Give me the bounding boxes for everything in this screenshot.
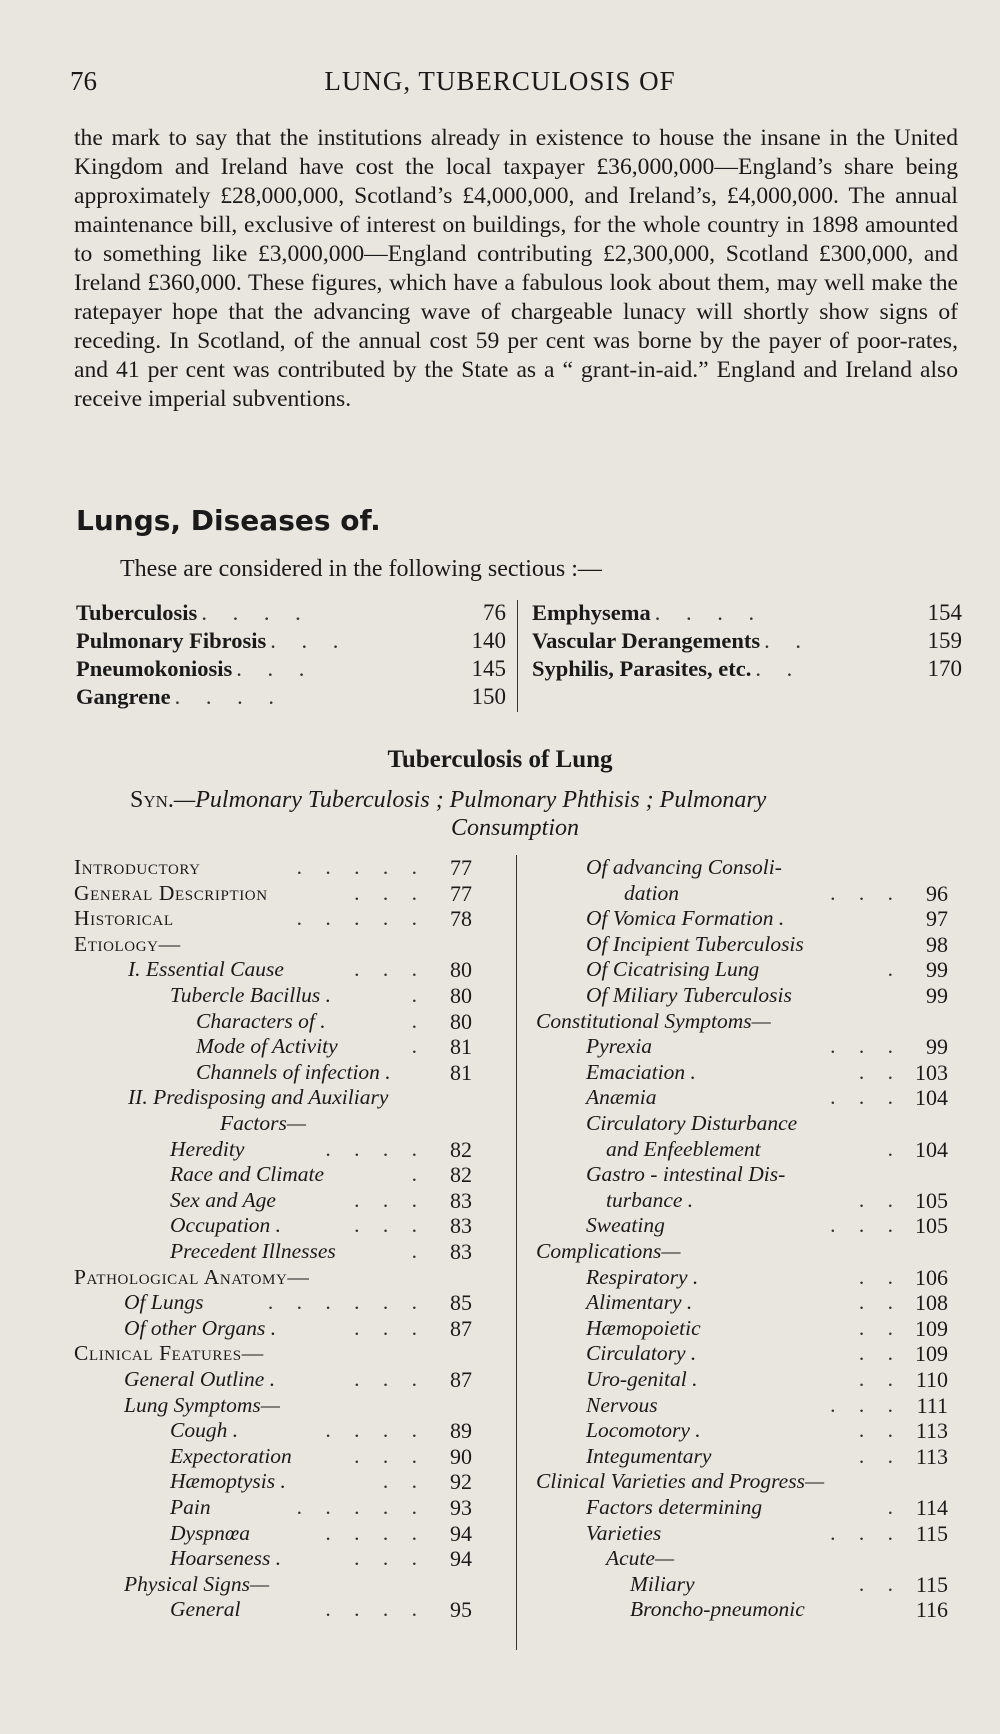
toc-entry	[74, 1111, 964, 1137]
toc-entry	[74, 983, 964, 1009]
toc-entry-label: Introductory	[74, 855, 201, 879]
toc-entry	[74, 957, 964, 983]
leader-dots: . . . .	[201, 600, 311, 625]
toc-entry-label: Historical	[74, 906, 174, 931]
toc-page-number: 115	[915, 1520, 948, 1546]
toc-page-number: 94	[450, 1546, 472, 1572]
section-name: Syphilis, Parasites, etc.	[532, 656, 752, 681]
toc-entry-label: Hoarseness .	[170, 1546, 282, 1571]
leader-dots: . . . . . .	[267, 1290, 426, 1315]
toc-entry-label: Of advancing Consoli-	[586, 855, 782, 879]
leader-dots: . . . .	[325, 1597, 426, 1622]
toc-entry	[74, 1572, 964, 1598]
toc-entry-label: Pain	[170, 1495, 211, 1519]
leader-dots: . .	[755, 656, 803, 681]
intro-paragraph: the mark to say that the institutions already in existence to house the insane in the United Kingdom and Ireland have cost the local taxpayer £36,000,000—England’s share being approximately £28,000,000, Scotland’s £4,000,000, and Ireland’s, £4,000,000. The annual maintenance bill, exclusive of interest on buildings, for the whole country in 1898 amounted to something like £3,000,000—England contributing £2,300,000, Scotland £300,000, and Ireland £360,000. These figures, which have a fabulous look about them, may well make the ratepayer hope that the advancing wave of chargeable lunacy will shortly show signs of receding. In Scotland, of the annual cost 59 per cent was borne by the payer of poor-rates, and 41 per cent was contributed by the State as a “ grant-in-aid.” England and Ireland also receive imperial subventions.	[74, 125, 958, 412]
leader-dots: .	[411, 1162, 426, 1187]
leader-dots: . . .	[354, 880, 426, 905]
leader-dots: . . .	[354, 1546, 426, 1571]
toc-entry-label: Alimentary .	[586, 1290, 693, 1315]
toc-page-number: 80	[450, 983, 472, 1008]
synonyms	[130, 786, 930, 842]
leader-dots: . . .	[354, 1315, 426, 1340]
leader-dots: . .	[858, 1187, 902, 1212]
leader-dots: . . .	[830, 880, 902, 905]
toc-entry-label: Of Vomica Formation .	[586, 906, 785, 931]
toc-entry-label: Respiratory .	[586, 1264, 699, 1289]
leader-dots: . .	[858, 1059, 902, 1084]
toc-entry-label: dation	[624, 880, 679, 905]
toc-entry	[74, 906, 964, 932]
toc-entry-label: Acute—	[606, 1546, 675, 1571]
toc-page-number: 111	[916, 1392, 948, 1418]
toc-page-number: 99	[926, 983, 948, 1008]
leader-dots: . . . .	[325, 1136, 426, 1161]
toc-entry-label: Circulatory Disturbance	[586, 1111, 798, 1135]
toc-page-number: 114	[915, 1495, 948, 1520]
toc-entry-label: Nervous	[586, 1392, 658, 1417]
page-number: 76	[70, 66, 97, 96]
toc-entry-label: Heredity	[170, 1136, 245, 1161]
section-page-number: 154	[927, 600, 962, 625]
toc-page-number: 80	[450, 1008, 472, 1034]
toc-entry	[74, 1137, 964, 1163]
syn-prefix: Syn.	[130, 787, 174, 813]
leader-dots: . . . .	[174, 684, 284, 709]
section-entry	[532, 628, 962, 656]
toc-page-number: 104	[915, 1136, 948, 1162]
section-page-number: 145	[471, 656, 506, 681]
running-title: LUNG, TUBERCULOSIS OF	[324, 66, 676, 96]
column-rule	[517, 600, 518, 712]
section-name: Pulmonary Fibrosis	[76, 628, 267, 653]
toc-entry-label: Constitutional Symptoms—	[536, 1008, 771, 1033]
sections-column-left	[76, 600, 506, 712]
toc-entry-label: Sex and Age	[170, 1187, 276, 1212]
leader-dots: . .	[858, 1315, 902, 1340]
toc-page-number: 77	[450, 880, 472, 906]
toc-entry-label: Clinical Features—	[74, 1341, 264, 1366]
section-entry	[76, 628, 506, 656]
leader-dots: . . . . .	[296, 855, 426, 879]
toc-entry-label: Pathological Anatomy—	[74, 1264, 310, 1289]
toc-entry-label: General Description	[74, 880, 268, 905]
toc-entry-label: Circulatory .	[586, 1341, 697, 1366]
leader-dots: . . . . .	[296, 906, 426, 931]
toc-entry-label: Factors—	[220, 1111, 306, 1135]
toc-entry	[74, 1597, 964, 1623]
section-heading: Lungs, Diseases of.	[76, 504, 381, 537]
toc-entry-label: Broncho-pneumonic	[630, 1597, 805, 1622]
leader-dots: . . .	[354, 1187, 426, 1212]
toc-entry-label: Integumentary	[586, 1443, 712, 1468]
toc-entry	[74, 881, 964, 907]
toc-entry	[74, 855, 964, 881]
toc-entry	[74, 1367, 964, 1393]
toc-page-number: 85	[450, 1290, 472, 1316]
toc-entry-label: Factors determining	[586, 1495, 763, 1519]
toc-page-number: 106	[915, 1264, 948, 1290]
toc-page-number: 110	[915, 1367, 948, 1392]
leader-dots: . . . .	[325, 1418, 426, 1443]
toc-page-number: 116	[915, 1597, 948, 1623]
toc-entry	[74, 1009, 964, 1035]
leader-dots: . . .	[830, 1392, 902, 1417]
toc-entry-label: Cough .	[170, 1418, 239, 1443]
sections-table	[76, 600, 962, 712]
section-entry	[76, 684, 506, 712]
toc-entry-label: and Enfeeblement	[606, 1136, 761, 1161]
toc-entry-label: Uro-genital .	[586, 1367, 698, 1391]
toc-entry-label: Sweating	[586, 1213, 665, 1238]
leader-dots: . .	[858, 1341, 902, 1366]
leader-dots: . .	[858, 1443, 902, 1468]
toc-page-number: 89	[450, 1418, 472, 1444]
section-name: Pneumokoniosis	[76, 656, 233, 681]
toc-entry	[74, 1265, 964, 1291]
leader-dots: . .	[858, 1264, 902, 1289]
section-entry	[532, 656, 962, 684]
toc-entry-label: Occupation .	[170, 1213, 282, 1238]
toc-page-number: 113	[915, 1443, 948, 1469]
toc-page-number: 87	[450, 1315, 472, 1341]
leader-dots: . . . . .	[296, 1495, 426, 1519]
toc-entry	[74, 1316, 964, 1342]
toc-entry	[74, 932, 964, 958]
toc-entry	[74, 1495, 964, 1521]
section-name: Vascular Derangements	[532, 628, 761, 653]
toc-entry-label: Characters of .	[196, 1008, 326, 1033]
leader-dots: . . .	[354, 1367, 426, 1391]
toc-entry-label: Of Miliary Tuberculosis	[586, 983, 792, 1007]
toc-page-number: 83	[450, 1213, 472, 1239]
toc-entry	[74, 1469, 964, 1495]
toc-page-number: 81	[450, 1059, 472, 1085]
leader-dots: .	[411, 1034, 426, 1059]
toc-entry-label: Pyrexia	[586, 1034, 653, 1059]
leader-dots: .	[411, 983, 426, 1007]
toc-page-number: 99	[926, 1034, 948, 1060]
toc-page-number: 113	[915, 1418, 948, 1444]
leader-dots: .	[887, 1495, 902, 1519]
leader-dots: . .	[858, 1290, 902, 1315]
section-entry	[532, 600, 962, 628]
syn-line-2: Consumption	[450, 815, 579, 841]
leader-dots: . .	[382, 1469, 426, 1494]
syn-line-1: —Pulmonary Tuberculosis ; Pulmonary Phthisis ; Pulmonary	[173, 787, 767, 813]
toc-page-number: 77	[450, 855, 472, 880]
toc-page-number: 83	[450, 1187, 472, 1213]
toc-entry	[74, 1521, 964, 1547]
toc-entry-label: Hæmopoietic	[586, 1315, 701, 1340]
leader-dots: . . .	[830, 1520, 902, 1545]
toc-entry-label: Locomotory .	[586, 1418, 701, 1443]
toc-entry-label: Tubercle Bacillus .	[170, 983, 332, 1007]
section-page-number: 159	[927, 628, 962, 653]
toc-page-number: 82	[450, 1136, 472, 1162]
section-intro: These are considered in the following sectious :—	[120, 556, 602, 582]
toc-entry-label: Race and Climate	[170, 1162, 325, 1187]
section-page-number: 140	[471, 628, 506, 653]
toc-page-number: 95	[450, 1597, 472, 1623]
toc-page-number: 109	[915, 1315, 948, 1341]
leader-dots: . . .	[354, 1443, 426, 1468]
toc-entry	[74, 1162, 964, 1188]
toc-entry-label: Precedent Illnesses	[170, 1239, 336, 1263]
toc-page-number: 81	[450, 1034, 472, 1060]
section-name: Gangrene	[76, 684, 171, 709]
section-entry	[76, 600, 506, 628]
section-page-number: 170	[927, 656, 962, 681]
toc-page-number: 96	[926, 880, 948, 906]
leader-dots: . . .	[270, 628, 349, 653]
toc-page-number: 104	[915, 1085, 948, 1111]
article-title: Tuberculosis of Lung	[387, 746, 613, 773]
toc-page-number: 80	[450, 957, 472, 983]
toc-page-number: 105	[915, 1187, 948, 1213]
toc-entry	[74, 1085, 964, 1111]
leader-dots: . .	[858, 1367, 902, 1391]
toc-entry-label: General Outline .	[124, 1367, 276, 1391]
toc-entry	[74, 1060, 964, 1086]
toc-entry	[74, 1034, 964, 1060]
section-name: Emphysema	[532, 600, 651, 625]
toc-page-number: 108	[915, 1290, 948, 1316]
toc-entry-label: Anæmia	[586, 1085, 657, 1110]
toc-entry-label: Hæmoptysis .	[170, 1469, 286, 1494]
section-page-number: 150	[471, 684, 506, 709]
toc-entry-label: Of Cicatrising Lung	[586, 957, 760, 982]
running-head	[70, 66, 930, 102]
toc-entry-label: Physical Signs—	[124, 1571, 270, 1596]
toc-entry	[74, 1188, 964, 1214]
leader-dots: . . .	[830, 1213, 902, 1238]
leader-dots: . . .	[236, 656, 315, 681]
leader-dots: .	[887, 1136, 902, 1161]
toc-page-number: 109	[915, 1341, 948, 1367]
sections-column-right	[532, 600, 962, 684]
toc-page-number: 97	[926, 906, 948, 932]
toc-entry	[74, 1546, 964, 1572]
toc-entry-label: Expectoration	[170, 1443, 292, 1468]
toc-page-number: 90	[450, 1443, 472, 1469]
leader-dots: . . . .	[325, 1520, 426, 1545]
leader-dots: . . .	[354, 957, 426, 982]
leader-dots: . .	[764, 628, 811, 653]
toc-page-number: 99	[926, 957, 948, 983]
toc-entry-label: Gastro - intestinal Dis-	[586, 1162, 786, 1187]
toc-entry	[74, 1290, 964, 1316]
toc-page-number: 98	[926, 931, 948, 957]
toc-entry	[74, 1239, 964, 1265]
toc-page-number: 115	[915, 1571, 948, 1597]
toc-entry-label: Complications—	[536, 1239, 681, 1263]
toc-entry-label: Etiology—	[74, 931, 181, 956]
toc-page-number: 82	[450, 1162, 472, 1188]
toc-entry	[74, 1418, 964, 1444]
toc-page-number: 94	[450, 1520, 472, 1546]
toc-entry-label: Of Incipient Tuberculosis	[586, 931, 804, 956]
toc-entry-label: Miliary	[630, 1571, 695, 1596]
leader-dots: . .	[858, 1571, 902, 1596]
toc-page-number: 93	[450, 1495, 472, 1520]
toc-entry-label: Lung Symptoms—	[124, 1392, 280, 1417]
toc-entry-label: Channels of infection .	[196, 1059, 391, 1084]
toc-page-number: 78	[450, 906, 472, 932]
toc-entry	[74, 1341, 964, 1367]
toc-entry-label: turbance .	[606, 1187, 694, 1212]
toc-entry-label: II. Predisposing and Auxiliary	[128, 1085, 389, 1110]
toc-entry-label: Of Lungs	[124, 1290, 204, 1315]
toc-entry	[74, 1393, 964, 1419]
toc-page-number: 83	[450, 1239, 472, 1264]
leader-dots: . .	[858, 1418, 902, 1443]
toc-entry	[74, 1213, 964, 1239]
toc-entry-label: Mode of Activity	[196, 1034, 338, 1059]
toc-entry-label: Dyspnœa	[170, 1520, 251, 1545]
section-entry	[76, 656, 506, 684]
leader-dots: .	[411, 1239, 426, 1263]
leader-dots: .	[411, 1008, 426, 1033]
section-page-number: 76	[483, 600, 506, 625]
toc-entry-label: Of other Organs .	[124, 1315, 277, 1340]
toc-entry-label: I. Essential Cause	[128, 957, 284, 982]
toc-page-number: 87	[450, 1367, 472, 1392]
toc-page-number: 105	[915, 1213, 948, 1239]
leader-dots: . . .	[830, 1085, 902, 1110]
toc-page-number: 92	[450, 1469, 472, 1495]
leader-dots: . . .	[830, 1034, 902, 1059]
section-name: Tuberculosis	[76, 600, 198, 625]
leader-dots: . . . .	[654, 600, 765, 625]
toc-entry-label: General	[170, 1597, 241, 1622]
toc-entry-label: Varieties	[586, 1520, 662, 1545]
toc-entry-label: Emaciation .	[586, 1059, 696, 1084]
toc-page-number: 103	[915, 1059, 948, 1085]
toc-entry	[74, 1444, 964, 1470]
leader-dots: . . .	[354, 1213, 426, 1238]
table-of-contents	[74, 855, 964, 1655]
toc-entry-label: Clinical Varieties and Progress—	[536, 1469, 825, 1494]
leader-dots: .	[887, 957, 902, 982]
